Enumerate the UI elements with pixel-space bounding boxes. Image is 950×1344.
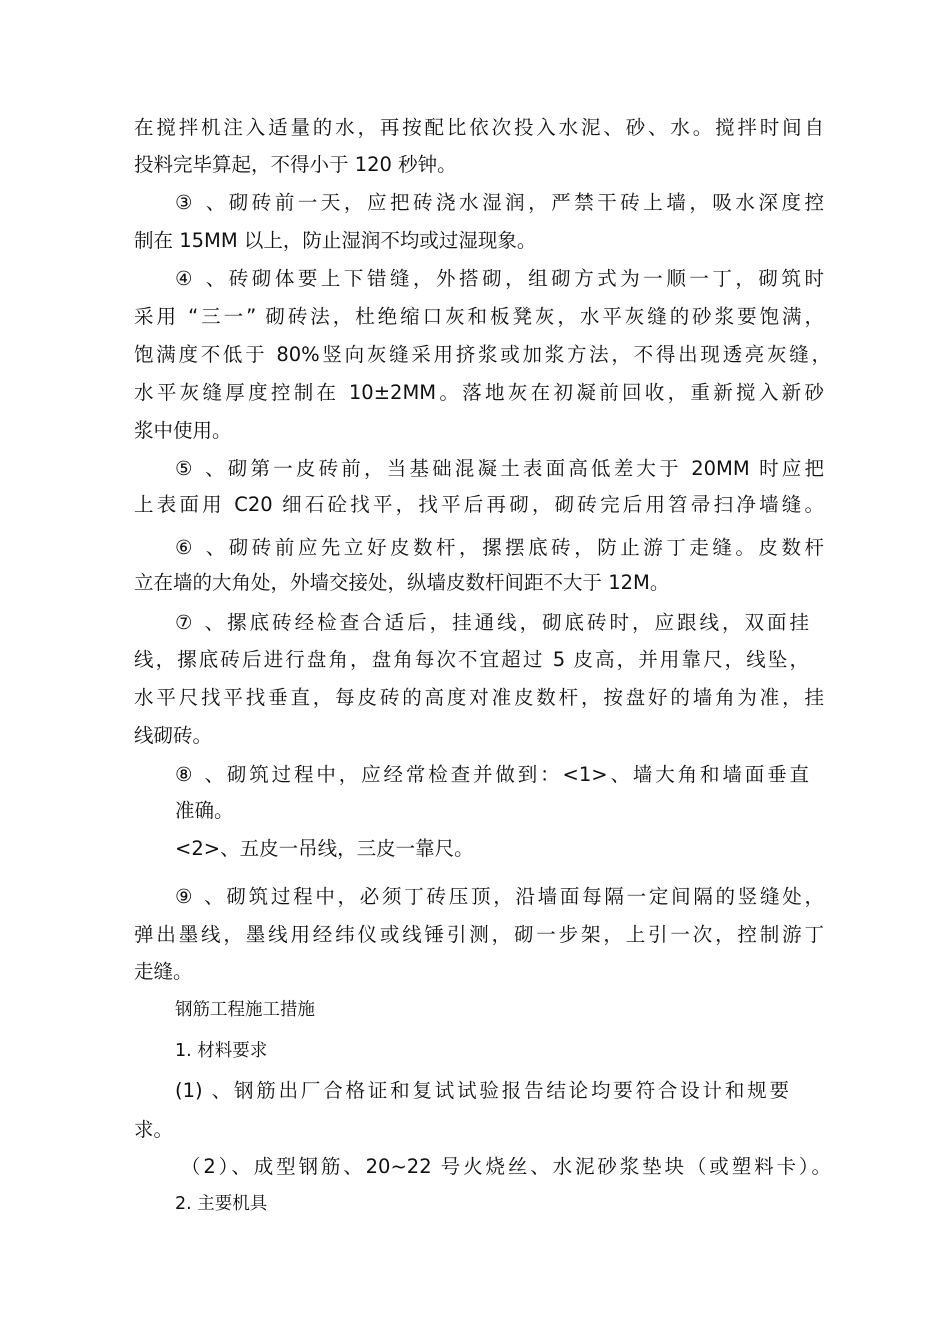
text-line: ③ 、砌砖前一天，应把砖浇水湿润，严禁干砖上墙，吸水深度控 xyxy=(175,191,824,214)
text-line: 采用 “三一” 砌砖法，杜绝缩口灰和板凳灰，水平灰缝的砂浆要饱满， xyxy=(134,305,824,328)
subsection-heading: 1. 材料要求 xyxy=(175,1041,268,1061)
text-line: 水平灰缝厚度控制在 10±2MM。落地灰在初凝前回收，重新搅入新砂 xyxy=(134,381,824,404)
text-line: 弹出墨线，墨线用经纬仪或线锤引测，砌一步架，上引一次，控制游丁 xyxy=(134,923,824,946)
text-line: ⑥ 、砌砖前应先立好皮数杆，摞摆底砖，防止游丁走缝。皮数杆 xyxy=(175,536,824,559)
text-line: (1) 、钢筋出厂合格证和复试试验报告结论均要符合设计和规要 xyxy=(175,1079,789,1102)
text-line: ⑤ 、砌第一皮砖前，当基础混凝土表面高低差大于 20MM 时应把 xyxy=(175,457,824,480)
text-line: 上表面用 C20 细石砼找平，找平后再砌，砌砖完后用笤帚扫净墙缝。 xyxy=(134,493,824,516)
text-line: （2）、成型钢筋、20~22 号火烧丝、水泥砂浆垫块（或塑料卡）。 xyxy=(181,1155,831,1178)
text-line: ⑨ 、砌筑过程中，必须丁砖压顶，沿墙面每隔一定间隔的竖缝处， xyxy=(175,885,824,908)
text-line: ⑦ 、摞底砖经检查合适后，挂通线，砌底砖时，应跟线，双面挂 xyxy=(175,611,809,634)
text-line: 投料完毕算起，不得小于 120 秒钟。 xyxy=(134,153,457,176)
text-line: ④ 、砖砌体要上下错缝，外搭砌，组砌方式为一顺一丁，砌筑时 xyxy=(175,267,824,290)
text-line: 水平尺找平找垂直，每皮砖的高度对准皮数杆，按盘好的墙角为准，挂 xyxy=(134,686,824,709)
text-line: 制在 15MM 以上，防止湿润不均或过湿现象。 xyxy=(134,229,537,252)
text-line: 饱满度不低于 80%竖向灰缝采用挤浆或加浆方法，不得出现透亮灰缝， xyxy=(134,343,831,366)
text-line: 线砌砖。 xyxy=(134,724,213,747)
text-line: 在搅拌机注入适量的水，再按配比依次投入水泥、砂、水。搅拌时间自 xyxy=(134,116,824,139)
text-line: 准确。 xyxy=(175,799,234,822)
text-line: 浆中使用。 xyxy=(134,419,232,442)
text-line: ⑧ 、砌筑过程中，应经常检查并做到：<1>、墙大角和墙面垂直 xyxy=(175,763,809,786)
text-line: 立在墙的大角处，外墙交接处，纵墙皮数杆间距不大于 12M。 xyxy=(134,571,670,594)
text-line: 走缝。 xyxy=(134,960,193,983)
section-heading: 钢筋工程施工措施 xyxy=(175,1000,315,1020)
subsection-heading: 2. 主要机具 xyxy=(175,1194,268,1214)
text-line: 求。 xyxy=(134,1118,174,1141)
text-line: 线，摞底砖后进行盘角，盘角每次不宜超过 5 皮高，并用靠尺，线坠， xyxy=(134,648,809,671)
text-line: <2>、五皮一吊线，三皮一靠尺。 xyxy=(175,837,474,860)
